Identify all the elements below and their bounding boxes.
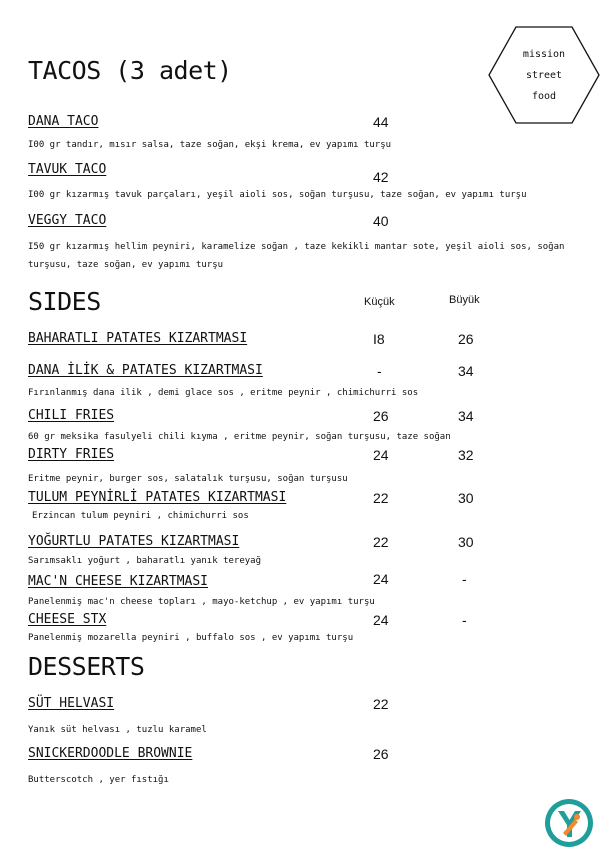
column-header-small: Küçük	[364, 296, 395, 308]
menu-item-price-small: 26	[373, 408, 389, 424]
menu-item-price-small: -	[377, 363, 382, 379]
menu-item-name: TAVUK TACO	[28, 162, 107, 177]
menu-item-name: DANA TACO	[28, 114, 99, 129]
menu-item-price-small: 24	[373, 612, 389, 628]
menu-item-name: TULUM PEYNİRLİ PATATES KIZARTMASI	[28, 490, 287, 505]
menu-item-name: MAC'N CHEESE KIZARTMASI	[28, 574, 209, 589]
menu-item-price: 22	[373, 696, 389, 712]
menu-item-price-small: 22	[373, 534, 389, 550]
brand-line: mission	[522, 49, 566, 60]
menu-item-description: Sarımsaklı yoğurt , baharatlı yanık tereyağ	[28, 556, 261, 566]
section-title-sides: SIDES	[28, 287, 101, 316]
menu-item-name: CHILI FRIES	[28, 408, 115, 423]
menu-item-name: BAHARATLI PATATES KIZARTMASI	[28, 331, 248, 346]
menu-item-name: SNICKERDOODLE BROWNIE	[28, 746, 193, 761]
menu-item-price: 26	[373, 746, 389, 762]
menu-item-price-large: 34	[458, 408, 474, 424]
menu-item-description: Panelenmiş mac'n cheese topları , mayo-ketchup , ev yapımı turşu	[28, 597, 375, 607]
menu-item-description: I00 gr tandır, mısır salsa, taze soğan, ekşi krema, ev yapımı turşu	[28, 140, 392, 150]
menu-item-description: Panelenmiş mozarella peyniri , buffalo sos , ev yapımı turşu	[28, 633, 354, 643]
menu-item-price: 40	[373, 213, 389, 229]
menu-item-description: Eritme peynir, burger sos, salatalık turşusu, soğan turşusu	[28, 474, 348, 484]
section-title-desserts: DESSERTS	[28, 652, 145, 681]
corner-logo-icon	[543, 797, 595, 849]
menu-item-price-small: 24	[373, 447, 389, 463]
section-title-tacos: TACOS (3 adet)	[28, 56, 232, 85]
brand-line: food	[531, 91, 557, 102]
menu-item-description: Fırınlanmış dana ilik , demi glace sos , eritme peynir , chimichurri sos	[28, 388, 419, 398]
menu-item-name: YOĞURTLU PATATES KIZARTMASI	[28, 534, 240, 549]
menu-item-price-large: -	[462, 571, 467, 587]
column-header-large: Büyük	[449, 294, 480, 306]
menu-item-name: VEGGY TACO	[28, 213, 107, 228]
menu-item-description: 60 gr meksika fasulyeli chili kıyma , eritme peynir, soğan turşusu, taze soğan	[28, 432, 451, 442]
menu-item-price-large: 34	[458, 363, 474, 379]
menu-item-name: DIRTY FRIES	[28, 447, 115, 462]
menu-item-price-large: 30	[458, 490, 474, 506]
menu-item-price-large: 26	[458, 331, 474, 347]
menu-item-price: 42	[373, 169, 389, 185]
brand-name	[488, 44, 600, 107]
menu-item-description: Yanık süt helvası , tuzlu karamel	[28, 725, 207, 735]
menu-item-price-large: 30	[458, 534, 474, 550]
menu-item-description: I00 gr kızarmış tavuk parçaları, yeşil aioli sos, soğan turşusu, taze soğan, ev yapımı turşu	[28, 190, 527, 200]
menu-item-price-small: 24	[373, 571, 389, 587]
menu-item-price: 44	[373, 114, 389, 130]
menu-item-price-large: -	[462, 612, 467, 628]
menu-item-description: Erzincan tulum peyniri , chimichurri sos	[32, 511, 249, 521]
menu-item-name: SÜT HELVASI	[28, 696, 115, 711]
menu-item-price-large: 32	[458, 447, 474, 463]
menu-item-price-small: 22	[373, 490, 389, 506]
menu-item-description: turşusu, taze soğan, ev yapımı turşu	[28, 260, 224, 270]
menu-item-description: Butterscotch , yer fıstığı	[28, 775, 169, 785]
menu-item-name: CHEESE STX	[28, 612, 107, 627]
menu-item-name: DANA İLİK & PATATES KIZARTMASI	[28, 363, 263, 378]
brand-line: street	[525, 70, 563, 81]
menu-item-price-small: I8	[373, 331, 385, 347]
menu-item-description: I50 gr kızarmış hellim peyniri, karamelize soğan , taze kekikli mantar sote, yeşil aioli sos, soğan	[28, 242, 565, 252]
